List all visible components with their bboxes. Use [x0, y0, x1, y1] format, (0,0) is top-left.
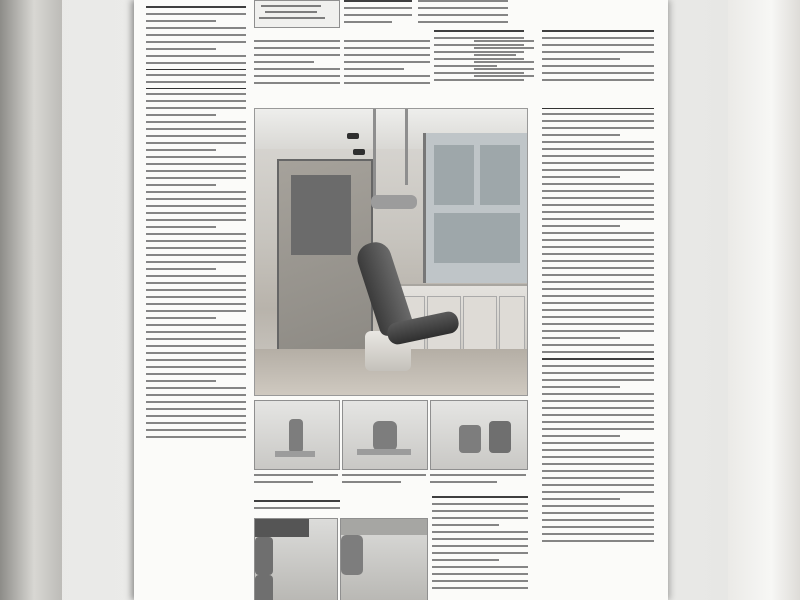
text-line	[146, 422, 246, 424]
text-line	[542, 148, 654, 150]
text-line	[432, 503, 528, 505]
text-line	[146, 93, 246, 95]
header-sketch-image	[254, 0, 340, 28]
text-line	[432, 559, 499, 561]
top-figure-block	[418, 0, 508, 28]
text-line	[542, 169, 654, 171]
text-line	[146, 366, 246, 368]
text-line	[254, 61, 314, 63]
caption-1	[254, 474, 338, 494]
text-line	[344, 0, 412, 2]
text-line	[542, 232, 654, 234]
text-line	[254, 500, 340, 502]
text-line	[542, 155, 654, 157]
text-line	[146, 387, 246, 389]
text-line	[146, 114, 216, 116]
text-line	[254, 47, 340, 49]
text-line	[542, 358, 654, 360]
text-line	[542, 519, 654, 521]
text-line	[146, 275, 246, 277]
bottom-photo-1	[254, 518, 338, 600]
mid-text-col-4	[474, 40, 534, 96]
text-line	[542, 463, 654, 465]
text-line	[474, 68, 534, 70]
text-line	[542, 246, 654, 248]
text-line	[542, 379, 654, 381]
text-line	[474, 75, 534, 77]
text-line	[542, 526, 654, 528]
text-line	[146, 170, 246, 172]
text-line	[542, 351, 654, 353]
text-line	[146, 261, 246, 263]
text-line	[344, 7, 412, 9]
text-line	[418, 21, 508, 23]
text-line	[344, 68, 404, 70]
text-line	[542, 512, 654, 514]
caption-2	[342, 474, 426, 494]
text-line	[542, 330, 654, 332]
text-line	[542, 533, 654, 535]
text-line	[254, 507, 340, 509]
top-right-text-block	[344, 0, 412, 28]
text-line	[542, 218, 654, 220]
divider	[146, 88, 246, 89]
text-line	[542, 44, 654, 46]
text-line	[146, 338, 246, 340]
text-line	[146, 128, 246, 130]
text-line	[344, 82, 430, 84]
text-line	[146, 163, 246, 165]
text-line	[432, 524, 499, 526]
text-line	[542, 484, 654, 486]
text-line	[432, 510, 528, 512]
text-line	[146, 429, 246, 431]
text-line	[542, 113, 654, 115]
text-line	[542, 323, 654, 325]
text-line	[542, 386, 620, 388]
text-line	[432, 552, 528, 554]
text-line	[432, 545, 528, 547]
text-line	[146, 219, 246, 221]
text-line	[474, 61, 534, 63]
text-line	[542, 239, 654, 241]
text-line	[146, 359, 246, 361]
divider	[146, 69, 246, 70]
text-line	[542, 197, 654, 199]
text-line	[542, 449, 654, 451]
left-text-column	[146, 0, 246, 600]
text-line	[146, 74, 246, 76]
right-pillar	[728, 0, 800, 600]
text-line	[542, 344, 654, 346]
text-line	[542, 281, 654, 283]
text-line	[542, 141, 654, 143]
text-line	[146, 296, 246, 298]
text-line	[432, 496, 528, 498]
text-line	[474, 54, 516, 56]
bottom-mid-heading-block	[254, 500, 340, 516]
text-line	[146, 254, 246, 256]
divider	[542, 108, 654, 109]
text-line	[542, 491, 654, 493]
text-line	[254, 474, 338, 476]
thumbnail-photo-2	[342, 400, 428, 470]
text-line	[146, 310, 246, 312]
window	[423, 133, 528, 283]
right-top-text-column	[542, 30, 654, 96]
text-line	[542, 309, 654, 311]
text-line	[344, 14, 412, 16]
text-line	[146, 121, 246, 123]
text-line	[344, 47, 430, 49]
text-line	[146, 394, 246, 396]
text-line	[146, 324, 246, 326]
text-line	[542, 267, 654, 269]
text-line	[542, 477, 654, 479]
text-line	[146, 401, 246, 403]
text-line	[434, 30, 524, 32]
text-line	[146, 233, 246, 235]
thumbnail-photo-3	[430, 400, 528, 470]
text-line	[542, 435, 620, 437]
text-line	[542, 337, 620, 339]
bottom-photo-2	[340, 518, 428, 600]
text-line	[542, 414, 654, 416]
text-line	[146, 247, 246, 249]
text-line	[254, 68, 340, 70]
text-line	[146, 100, 246, 102]
text-line	[542, 372, 654, 374]
text-line	[146, 55, 246, 57]
text-line	[146, 212, 246, 214]
text-line	[432, 566, 528, 568]
text-line	[418, 14, 508, 16]
text-line	[542, 295, 654, 297]
text-line	[542, 65, 654, 67]
text-line	[146, 436, 246, 438]
text-line	[344, 21, 392, 23]
left-pillar	[0, 0, 62, 600]
mid-text-col-1	[254, 40, 340, 96]
text-line	[542, 176, 620, 178]
text-line	[542, 134, 620, 136]
text-line	[432, 587, 528, 589]
text-line	[146, 240, 246, 242]
text-line	[542, 442, 654, 444]
text-line	[146, 6, 246, 8]
text-line	[254, 40, 340, 42]
right-text-column	[542, 104, 654, 600]
text-line	[146, 352, 246, 354]
text-line	[146, 303, 246, 305]
text-line	[146, 34, 246, 36]
text-line	[146, 20, 216, 22]
text-line	[542, 365, 654, 367]
text-line	[146, 177, 246, 179]
text-line	[146, 48, 216, 50]
text-line	[344, 40, 430, 42]
text-line	[542, 505, 654, 507]
text-line	[434, 37, 524, 39]
text-line	[418, 7, 508, 9]
text-line	[146, 205, 246, 207]
text-line	[146, 156, 246, 158]
text-line	[542, 37, 654, 39]
text-line	[542, 225, 620, 227]
text-line	[342, 474, 426, 476]
text-line	[430, 474, 526, 476]
text-line	[146, 13, 246, 15]
text-line	[542, 540, 654, 542]
text-line	[542, 274, 654, 276]
text-line	[542, 400, 654, 402]
text-line	[146, 373, 246, 375]
text-line	[542, 498, 620, 500]
text-line	[542, 428, 654, 430]
thumbnail-photo-1	[254, 400, 340, 470]
text-line	[146, 408, 246, 410]
text-line	[146, 149, 216, 151]
text-line	[254, 481, 313, 483]
text-line	[542, 393, 654, 395]
text-line	[146, 331, 246, 333]
main-photo-dental-clinic	[254, 108, 528, 396]
text-line	[146, 142, 246, 144]
text-line	[146, 317, 216, 319]
text-line	[146, 184, 216, 186]
text-line	[542, 30, 654, 32]
text-line	[430, 481, 497, 483]
text-line	[418, 0, 508, 2]
text-line	[542, 470, 654, 472]
text-line	[542, 253, 654, 255]
text-line	[432, 573, 528, 575]
text-line	[146, 268, 216, 270]
text-line	[344, 54, 430, 56]
text-line	[432, 580, 528, 582]
text-line	[542, 72, 654, 74]
text-line	[542, 211, 654, 213]
text-line	[254, 75, 340, 77]
text-line	[254, 82, 340, 84]
text-line	[474, 40, 534, 42]
text-line	[146, 62, 246, 64]
text-line	[146, 81, 246, 83]
text-line	[542, 456, 654, 458]
text-line	[146, 135, 246, 137]
text-line	[146, 27, 246, 29]
text-line	[146, 289, 246, 291]
text-line	[432, 531, 528, 533]
text-line	[146, 282, 246, 284]
text-line	[542, 162, 654, 164]
text-line	[542, 120, 654, 122]
text-line	[146, 41, 246, 43]
text-line	[146, 415, 246, 417]
bottom-text-col	[432, 496, 528, 600]
text-line	[344, 61, 430, 63]
text-line	[146, 191, 246, 193]
text-line	[542, 51, 654, 53]
text-line	[542, 407, 654, 409]
text-line	[542, 316, 654, 318]
text-line	[542, 190, 654, 192]
text-line	[542, 288, 654, 290]
text-line	[146, 198, 246, 200]
text-line	[542, 127, 654, 129]
text-line	[146, 380, 216, 382]
text-line	[254, 54, 340, 56]
text-line	[542, 58, 620, 60]
text-line	[432, 517, 528, 519]
caption-3	[430, 474, 526, 494]
text-line	[542, 183, 654, 185]
text-line	[342, 481, 401, 483]
text-line	[474, 47, 534, 49]
text-line	[542, 260, 654, 262]
text-line	[146, 345, 246, 347]
text-line	[542, 302, 654, 304]
text-line	[542, 79, 654, 81]
poster-sheet	[134, 0, 668, 600]
text-line	[432, 538, 528, 540]
text-line	[146, 226, 216, 228]
text-line	[542, 421, 654, 423]
mid-text-col-2	[344, 40, 430, 96]
text-line	[146, 107, 246, 109]
text-line	[344, 75, 430, 77]
text-line	[542, 204, 654, 206]
